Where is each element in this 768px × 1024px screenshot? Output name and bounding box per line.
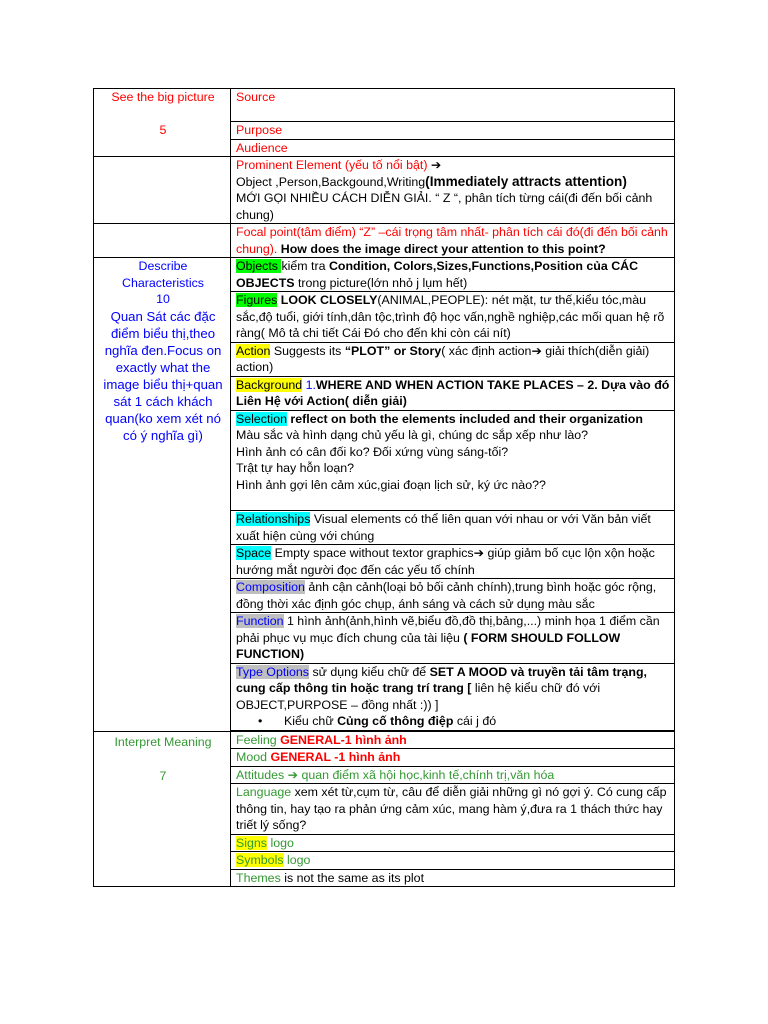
prominent-cell	[231, 157, 675, 224]
space-text1: Empty space without textor graphics	[271, 546, 474, 560]
selection-line: Trật tự hay hỗn loạn?	[236, 461, 355, 475]
background-label: Background	[236, 377, 303, 392]
section-interpret	[94, 731, 231, 887]
section-note: Quan Sát các đặc điểm biểu thị,theo nghĩa đen.Focus on exactly what the image biểu thị+quan sát 1 cách khách quan(ko xem xét nó có ý nghĩa gì)	[103, 308, 223, 443]
background-bold: WHERE AND WHEN ACTION TAKE PLACES – 2. Dựa vào đó Liên Hệ với Action( diễn giải)	[236, 377, 670, 408]
purpose-label: Purpose	[236, 123, 283, 137]
feeling-cell	[231, 731, 675, 749]
analysis-table	[93, 88, 675, 887]
bullet-bold: Củng cố thông điệp	[337, 714, 454, 728]
relationships-label: Relationships	[236, 512, 311, 526]
selection-line: Hình ảnh gợi lên cảm xúc,giai đoạn lịch sử, ký ức nào??	[236, 477, 546, 492]
mood-cell	[231, 749, 675, 767]
type-options-bold: SET A MOOD và truyền tải tâm trạng, cung cấp thông tin hoặc trang trí trang [	[236, 664, 647, 695]
arrow-icon: ➔	[430, 158, 442, 172]
signs-text: logo	[267, 835, 294, 850]
type-options-label: Type Options	[236, 664, 310, 679]
prominent-label: Prominent Element	[236, 158, 342, 172]
section-score: 10	[156, 292, 170, 306]
objects-bold: Condition, Colors,Sizes,Functions,Position của CÁC OBJECTS	[236, 259, 639, 290]
space-label: Space	[236, 546, 272, 560]
table-row	[94, 731, 675, 749]
attitudes-text: quan điểm xã hội học,kinh tế,chính trị,văn hóa	[298, 767, 555, 782]
action-bold: “PLOT” or Story	[344, 343, 442, 358]
section-describe	[94, 258, 231, 732]
prominent-line2: Object ,Person,Backgound,Writing	[236, 174, 426, 189]
type-options-text2: liên hệ kiểu chữ đó với OBJECT,PURPOSE – đồng nhất :)) ]	[236, 681, 601, 712]
relationships-cell	[231, 511, 675, 545]
figures-text: (ANIMAL,PEOPLE): nét mặt, tư thế,kiểu tóc,màu sắc,độ tuổi, giới tính,dân tộc,trình độ học vấn,nghề nghiệp,các mối quan hệ rõ ràng( Mô tả chi tiết Cái Đó cho đến khi còn cái nít)	[236, 293, 665, 340]
audience-cell	[231, 139, 675, 157]
mood-bold: GENERAL -1 hình ảnh	[267, 750, 401, 764]
themes-label: Themes	[236, 870, 281, 885]
selection-line: Màu sắc và hình dạng chủ yếu là gì, chúng dc sắp xếp như lào?	[236, 428, 589, 442]
function-text: 1 hình ảnh(ảnh,hình vẽ,biểu đồ,đồ thị,bảng,...) minh họa 1 điểm cần phải phục vụ mục đích chung của tài liệu	[236, 614, 660, 645]
attitudes-label: Attitudes	[236, 767, 288, 782]
feeling-label: Feeling	[236, 732, 277, 747]
type-options-text1: sử dụng kiểu chữ để	[309, 664, 430, 679]
background-num: 1.	[302, 377, 316, 392]
table-row	[94, 89, 675, 122]
composition-cell	[231, 579, 675, 613]
relationships-text: Visual elements có thể liên quan với nhau or với Văn bản viết xuất hiện cùng với chúng	[236, 512, 651, 543]
composition-text: ảnh cận cảnh(loại bỏ bối cảnh chính),trung bình hoặc góc rộng, đồng thời xác định góc chụp, ánh sáng và cách sử dụng màu sắc	[236, 580, 657, 611]
themes-cell	[231, 869, 675, 887]
section-title: Interpret Meaning	[114, 734, 212, 749]
figures-cell	[231, 292, 675, 343]
section-title: See the big picture	[111, 90, 215, 104]
section-score: 7	[159, 769, 167, 783]
symbols-label: Symbols	[236, 853, 284, 867]
prominent-hint: (yếu tố nổi bật)	[341, 158, 431, 172]
prominent-line3: MỚI GỌI NHIỀU CÁCH DIỄN GIẢI. “ Z “, phân tích từng cái(đi đến bối cảnh chung)	[236, 191, 653, 222]
action-label: Action	[236, 343, 271, 358]
arrow-icon: ➔	[473, 546, 485, 560]
list-item	[236, 713, 671, 730]
table-row	[94, 224, 675, 258]
language-text: xem xét từ,cụm từ, câu để diễn giải những gì nó gợi ý. Có cung cấp thông tin, hay tạo ra phản ứng cảm xúc, mang hàm ý,đưa ra 1 thách thức hay triết lý sống?	[236, 785, 667, 832]
mood-label: Mood	[236, 750, 267, 764]
objects-cell	[231, 258, 675, 292]
focal-cell	[231, 224, 675, 258]
focal-label: Focal point(tâm điểm) “Z” –cái trọng tâm nhất- phân tích cái đó(đi đến bối cảnh chung).	[236, 225, 668, 256]
objects-label: Objects	[236, 259, 282, 273]
action-text2: ( xác định action	[441, 343, 532, 358]
language-cell	[231, 784, 675, 835]
language-label: Language	[236, 785, 292, 799]
attitudes-cell	[231, 766, 675, 784]
action-cell	[231, 342, 675, 376]
selection-label: Selection	[236, 411, 287, 426]
symbols-cell	[231, 852, 675, 870]
audience-label: Audience	[236, 140, 288, 155]
background-cell	[231, 376, 675, 410]
arrow-icon: ➔	[287, 767, 299, 782]
arrow-icon: ➔	[531, 343, 542, 358]
section-title: Describe Characteristics	[122, 259, 204, 290]
bullet-text1: Kiểu chữ	[284, 714, 338, 728]
function-bold: ( FORM SHOULD FOLLOW FUNCTION)	[236, 630, 621, 661]
space-text2: giúp giảm bố cục lộn xộn hoặc hướng mắt người đọc đến các yếu tố chính	[236, 546, 655, 577]
themes-text: is not the same as its plot	[280, 870, 425, 885]
signs-cell	[231, 834, 675, 852]
table-row	[94, 157, 675, 224]
table-row	[94, 258, 675, 292]
focal-question: How does the image direct your attention to this point?	[277, 241, 606, 256]
objects-text1: kiểm tra	[281, 259, 329, 273]
section-score: 5	[159, 122, 167, 137]
action-text1: Suggests its	[270, 343, 345, 358]
bullet-text2: cái j đó	[453, 714, 497, 728]
selection-bold: reflect on both the elements included and their organization	[286, 411, 643, 426]
source-cell	[231, 89, 675, 122]
action-text3: giải thích(diễn giải) action)	[236, 343, 650, 374]
function-label: Function	[236, 614, 284, 628]
composition-label: Composition	[236, 580, 305, 594]
figures-bold: LOOK CLOSELY	[277, 293, 378, 307]
function-cell	[231, 613, 675, 664]
type-options-cell	[231, 663, 675, 730]
source-label: Source	[236, 90, 276, 104]
selection-cell	[231, 410, 675, 511]
section-blank	[94, 224, 231, 258]
section-blank	[94, 157, 231, 224]
symbols-text: logo	[283, 853, 311, 867]
prominent-line2-bold: (Immediately attracts attention)	[425, 173, 627, 189]
signs-label: Signs	[236, 835, 267, 850]
purpose-cell	[231, 122, 675, 140]
section-big-picture	[94, 89, 231, 157]
bullet-icon: •	[258, 714, 263, 728]
feeling-bold: GENERAL-1 hình ảnh	[276, 732, 407, 747]
selection-line: Hình ảnh có cân đối ko? Đối xứng vùng sáng-tối?	[236, 444, 509, 459]
space-cell	[231, 545, 675, 579]
figures-label: Figures	[236, 293, 278, 307]
objects-text2: trong picture(lớn nhỏ j lụm hết)	[294, 275, 468, 290]
